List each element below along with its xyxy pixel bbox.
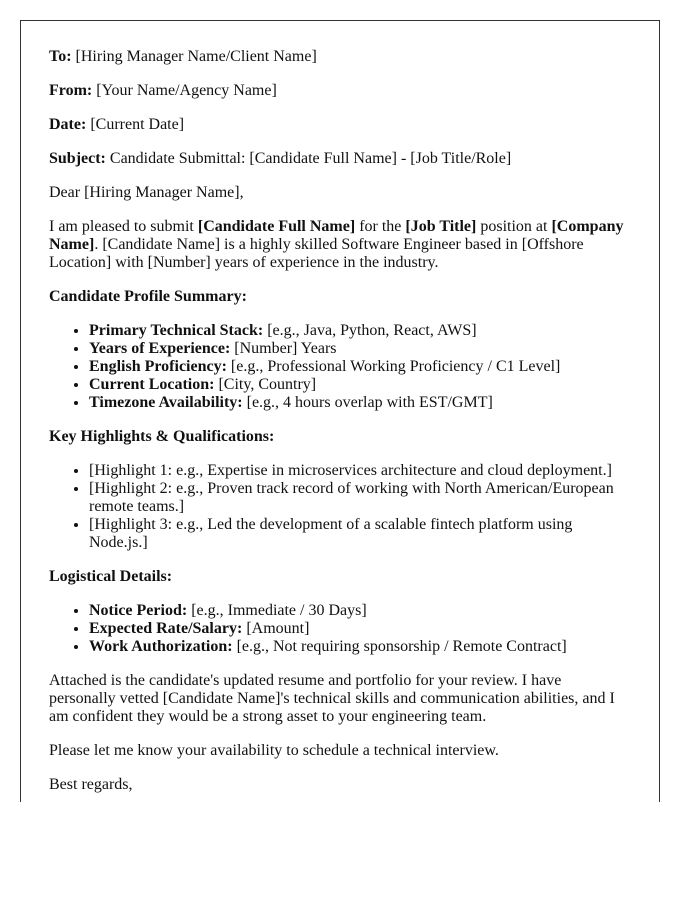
salutation: Dear [Hiring Manager Name], <box>49 184 244 201</box>
logistics-list <box>49 602 631 656</box>
profile-heading-text: Candidate Profile Summary: <box>49 288 247 305</box>
item-value: [e.g., 4 hours overlap with EST/GMT] <box>242 394 493 411</box>
intro-text: I am pleased to submit <box>49 218 198 235</box>
from-label: From: <box>49 82 93 99</box>
item-label: Notice Period: <box>89 602 188 619</box>
item-label: English Proficiency: <box>89 358 227 375</box>
list-item <box>89 638 631 656</box>
candidate-name-placeholder: [Candidate Full Name] <box>197 218 356 235</box>
intro-text: . [Candidate Name] is a highly skilled Software Engineer based in [Offshore Location] with [Number] years of experience in the industry. <box>49 236 584 271</box>
item-label: Years of Experience: <box>89 340 231 357</box>
date-value: [Current Date] <box>90 116 185 133</box>
date-line <box>49 116 631 134</box>
logistics-heading <box>49 568 631 586</box>
item-label: Expected Rate/Salary: <box>89 620 243 637</box>
item-label: Timezone Availability: <box>89 394 243 411</box>
from-line <box>49 82 631 100</box>
call-to-action: Please let me know your availability to schedule a technical interview. <box>49 742 499 759</box>
item-label: Current Location: <box>89 376 215 393</box>
list-item: • [Highlight 2: e.g., Proven track record of working with North American/European remote teams.] <box>89 480 631 516</box>
item-value: [Amount] <box>242 620 310 637</box>
profile-list <box>49 322 631 412</box>
item-value: [Number] Years <box>230 340 337 357</box>
intro-paragraph <box>49 218 631 272</box>
list-item <box>89 376 631 394</box>
item-value: [e.g., Professional Working Proficiency / C1 Level] <box>226 358 561 375</box>
item-value: [e.g., Not requiring sponsorship / Remote Contract] <box>232 638 567 655</box>
item-value: [e.g., Java, Python, React, AWS] <box>263 322 477 339</box>
subject-line <box>49 150 631 168</box>
logistics-heading-text: Logistical Details: <box>49 568 173 585</box>
list-item <box>89 620 631 638</box>
to-line <box>49 48 631 66</box>
list-item <box>89 340 631 358</box>
date-label: Date: <box>49 116 87 133</box>
to-value: [Hiring Manager Name/Client Name] <box>75 48 317 65</box>
item-value: [City, Country] <box>214 376 317 393</box>
job-title-placeholder: [Job Title] <box>405 218 477 235</box>
item-label: Primary Technical Stack: <box>89 322 264 339</box>
highlights-list <box>49 462 631 552</box>
from-value: [Your Name/Agency Name] <box>96 82 277 99</box>
subject-value: Candidate Submittal: [Candidate Full Name] - [Job Title/Role] <box>109 150 512 167</box>
to-label: To: <box>49 48 72 65</box>
subject-label: Subject: <box>49 150 106 167</box>
intro-text: for the <box>355 218 406 235</box>
list-item: • [Highlight 3: e.g., Led the development of a scalable fintech platform using Node.js.] <box>89 516 631 552</box>
item-label: Work Authorization: <box>89 638 233 655</box>
list-item: • [Highlight 1: e.g., Expertise in microservices architecture and cloud deployment.] <box>89 462 631 480</box>
list-item <box>89 602 631 620</box>
company-name-placeholder: [Company Name] <box>49 218 624 253</box>
letter-document <box>20 20 660 802</box>
list-item <box>89 394 631 412</box>
intro-text: position at <box>476 218 552 235</box>
profile-heading <box>49 288 631 306</box>
highlights-heading-text: Key Highlights & Qualifications: <box>49 428 275 445</box>
sign-off: Best regards, <box>49 776 133 793</box>
list-item <box>89 322 631 340</box>
highlights-heading <box>49 428 631 446</box>
list-item <box>89 358 631 376</box>
item-value: [e.g., Immediate / 30 Days] <box>187 602 367 619</box>
closing-paragraph: Attached is the candidate's updated resume and portfolio for your review. I have personally vetted [Candidate Name]'s technical skills and communication abilities, and I am confident they would be a strong asset to your engineering team. <box>49 672 615 725</box>
